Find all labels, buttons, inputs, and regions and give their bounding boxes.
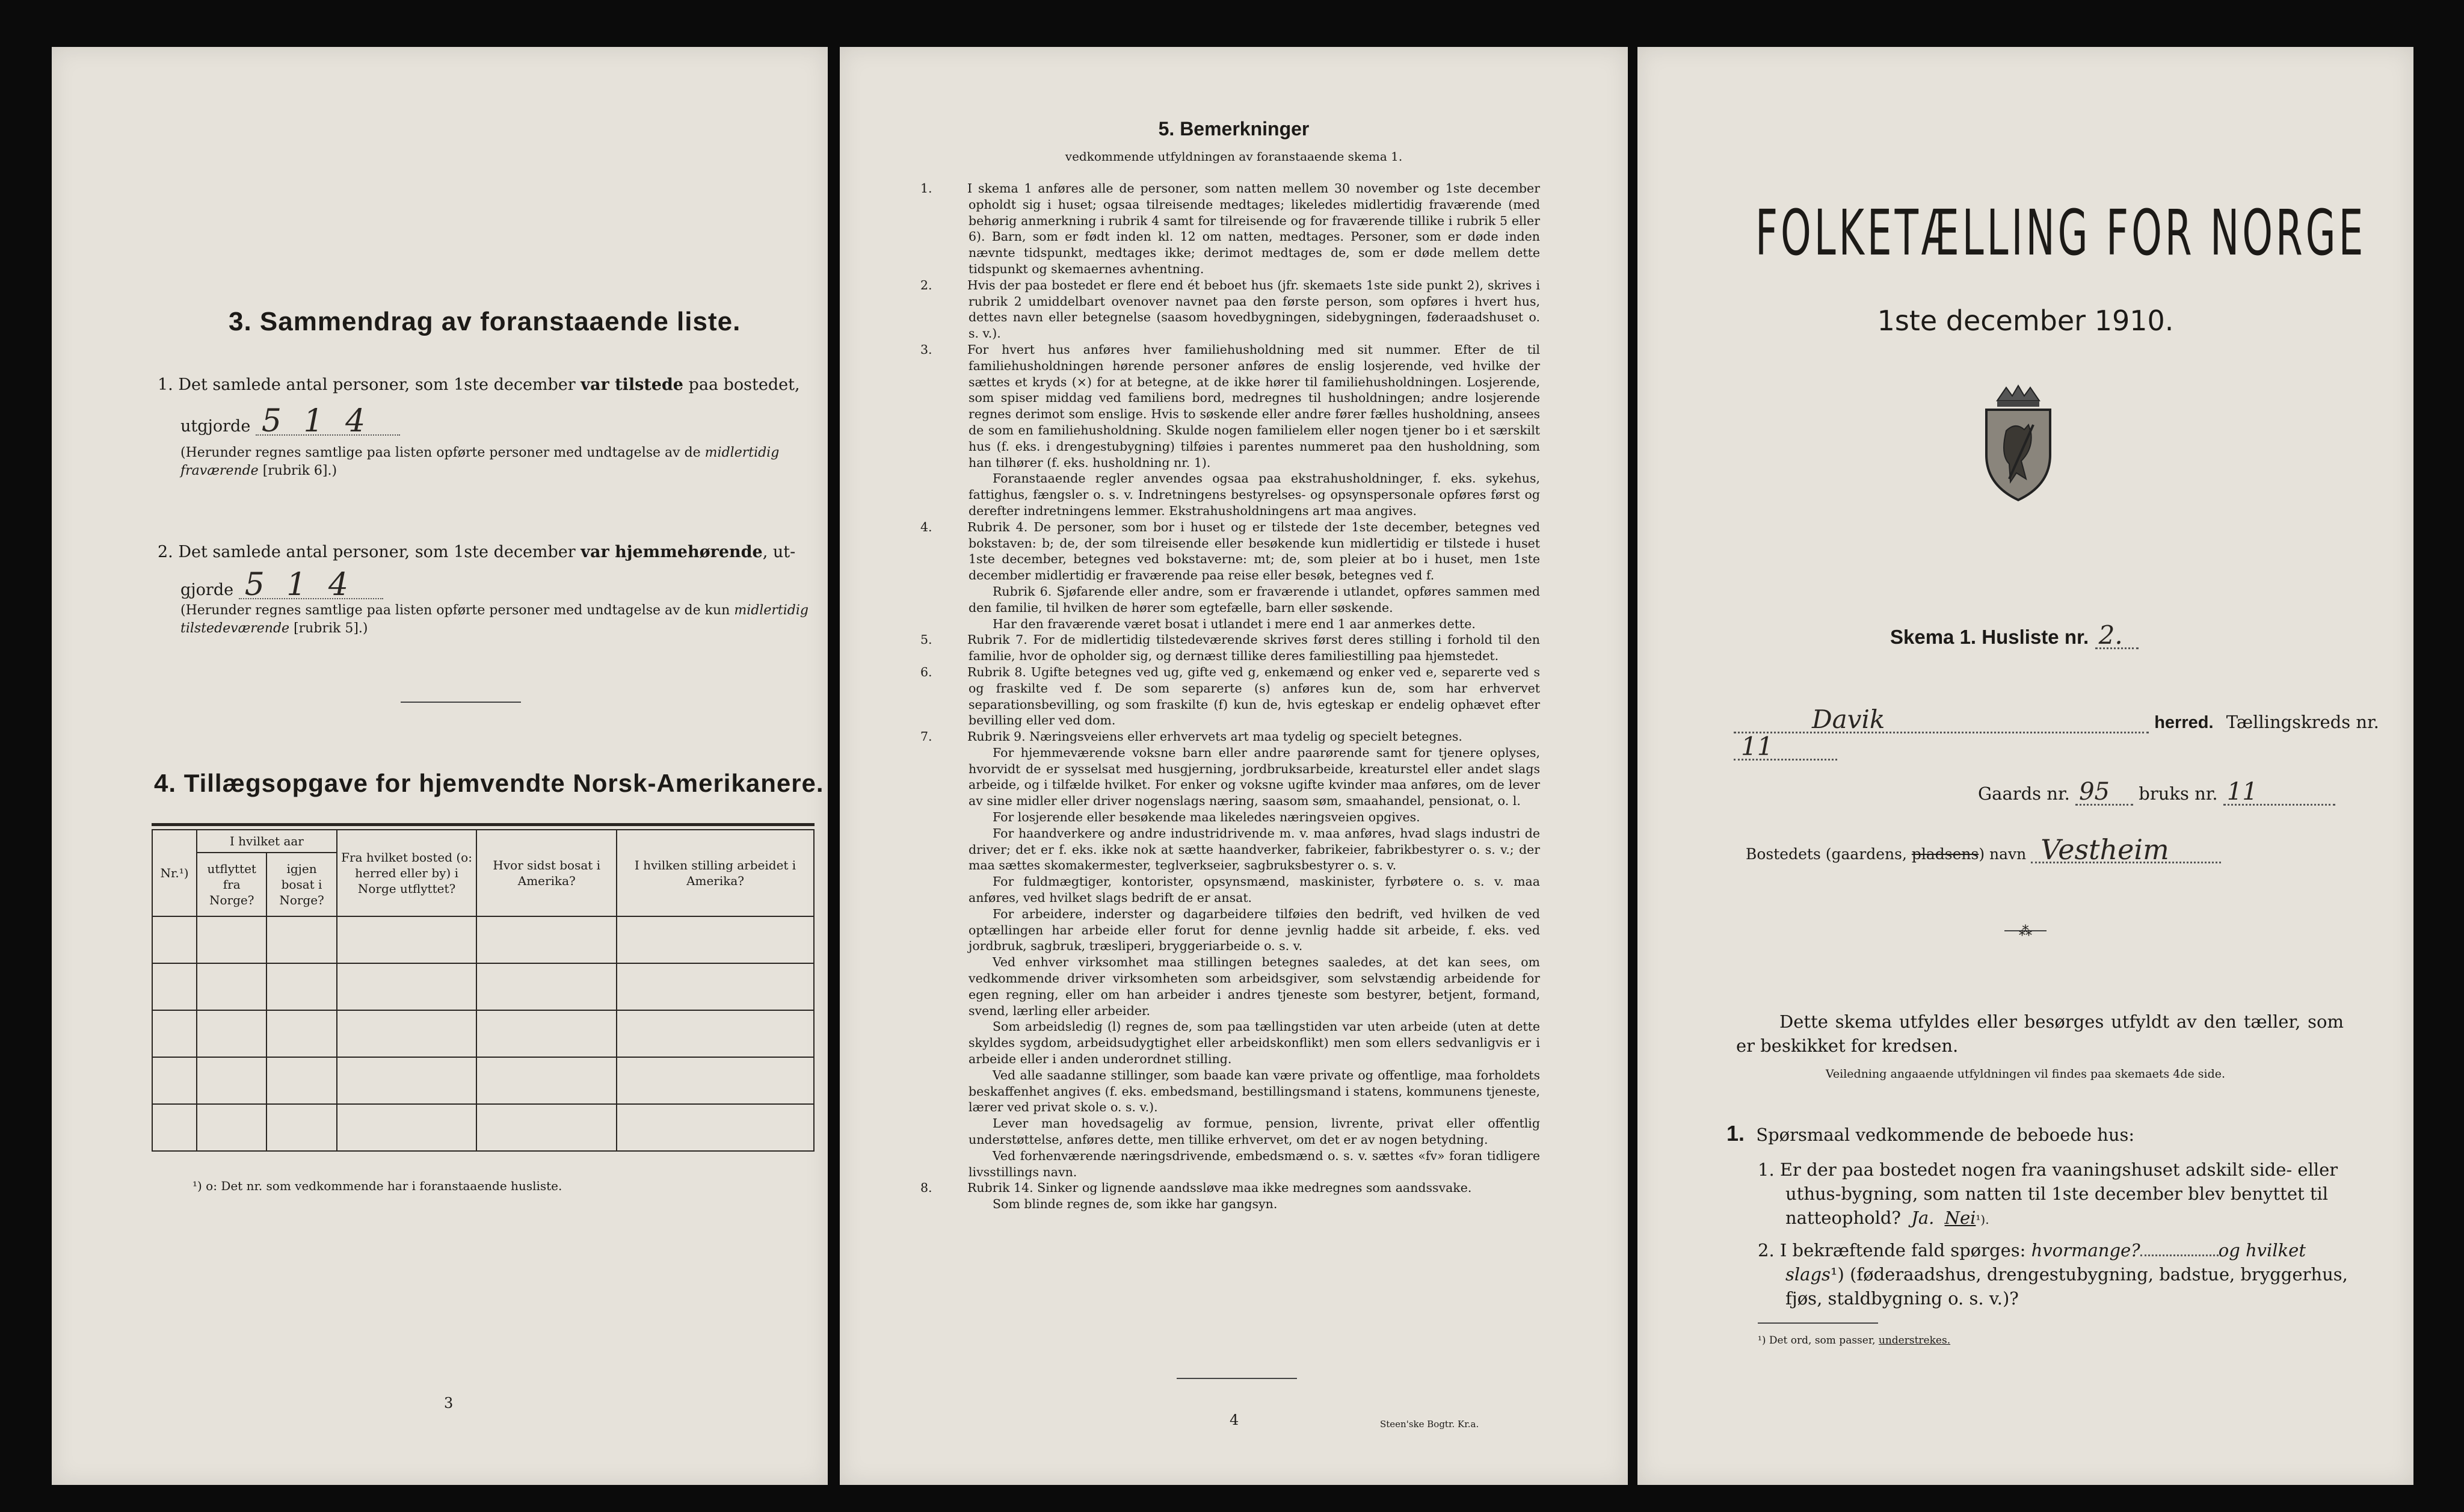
remark-item <box>944 745 1540 809</box>
remarks-list <box>920 181 1540 1212</box>
remark-item <box>944 825 1540 874</box>
col-utflyttet: utflyttet fra Norge? <box>197 853 266 916</box>
item2-gjorde: gjorde 5 1 4 <box>180 572 383 603</box>
printer-imprint: Steen'ske Bogtr. Kr.a. <box>1380 1419 1479 1430</box>
section3-title: 3. Sammendrag av foranstaaende liste. <box>229 307 741 336</box>
remark-text: For haandverkere og andre industridrivende m. v. maa anføres, hvad slags industri de driver; det er f. eks. ikke nok at sætte haandverker, fabrikeier, fabrikbestyrer o. s. v.; der maa sættes skomakermester, teglverkseier, sagbruksbestyrer o. s. v. <box>969 825 1540 873</box>
item1-value: 5 1 4 <box>256 408 400 436</box>
item1-text: 1. Det samlede antal personer, som 1ste december var tilstede paa bostedet, <box>158 375 800 394</box>
table-row <box>152 1104 814 1151</box>
remark-item <box>944 809 1540 825</box>
bruks-value: 11 <box>2223 780 2335 806</box>
remark-item <box>920 277 1540 342</box>
item2-text: 2. Det samlede antal personer, som 1ste december var hjemmehørende, ut- <box>158 543 796 561</box>
herred-value: Davik <box>1734 708 2149 733</box>
remark-number: 3. <box>920 342 932 357</box>
remark-item <box>944 584 1540 616</box>
page-number-left: 3 <box>444 1395 454 1412</box>
divider <box>1177 1378 1297 1379</box>
remark-item <box>944 1067 1540 1115</box>
col-stilling: I hvilken stilling arbeidet i Amerika? <box>617 830 814 916</box>
remark-item <box>944 1148 1540 1180</box>
remark-item <box>944 1019 1540 1067</box>
remark-text: For hjemmeværende voksne barn eller andre paarørende samt for tjenere oplyses, hvorvidt de er sysselsat med husgjerning, jordbruksarbeide, kreaturstel eller andet slags arbeide, og i tilfælde hvilket. For enker og voksne ugifte kvinder maa anføres, om de lever av sine midler eller driver nogenslags næring, saasom søm, smaahandel, pensionat, o. l. <box>969 745 1540 809</box>
answer-nei: Nei <box>1944 1208 1976 1228</box>
questions-heading: 1. Spørsmaal vedkommende de beboede hus: <box>1726 1121 2135 1146</box>
item1-utgjorde: utgjorde 5 1 4 <box>180 408 400 440</box>
table-row <box>152 963 814 1010</box>
remark-item <box>920 664 1540 729</box>
intro-text: Dette skema utfyldes eller besørges utfyldt av den tæller, som er beskikket for kredsen. <box>1736 1011 2344 1056</box>
right-footnote: ¹) Det ord, som passer, understrekes. <box>1758 1335 1951 1347</box>
page-middle <box>840 47 1628 1485</box>
table-top-rule <box>152 823 815 826</box>
remark-text: Foranstaaende regler anvendes ogsaa paa ekstrahusholdninger, f. eks. sykehus, fattighus, fængsler o. s. v. Indretningens bestyrelses- og opsynspersonale opføres først og derefter indretningens lemmer. Ekstrahusholdningens art maa angives. <box>969 471 1540 518</box>
remark-text: Ved alle saadanne stillinger, som baade kan være private og offentlige, maa forholdets beskaffenhet angives (f. eks. embedsmand, bestillingsmand i statens, kommunens tjeneste, lærer ved privat skole o. s. v.). <box>969 1067 1540 1115</box>
col-group-aar: I hvilket aar <box>197 830 337 853</box>
remark-text: For fuldmægtiger, kontorister, opsynsmænd, maskinister, fyrbøtere o. s. v. maa anføres, ved hvilket slags bedrift de er ansat. <box>969 874 1540 906</box>
remark-number: 7. <box>920 729 932 744</box>
remark-text: Ved enhver virksomhet maa stillingen betegnes saaledes, at det kan sees, om vedkommende driver virksomheten som arbeidsgiver, som selvstændig arbeidende for egen regning, eller om han arbeider i andres tjeneste som bestyrer, betjent, formand, svend, lærling eller arbeider. <box>969 955 1540 1018</box>
skema-line: Skema 1. Husliste nr. 2. <box>1890 623 2139 649</box>
remark-number: 8. <box>920 1180 932 1196</box>
item1-note: (Herunder regnes samtlige paa listen opførte personer med undtagelse av de midlertidig fraværende [rubrik 6].) <box>180 445 780 478</box>
remark-item <box>944 874 1540 906</box>
page-left <box>52 47 828 1485</box>
page-right <box>1637 47 2413 1485</box>
item2-note: (Herunder regnes samtlige paa listen opførte personer med undtagelse av de kun midlertidig tilstedeværende [rubrik 5].) <box>180 603 808 636</box>
remark-text: Har den fraværende været bosat i utlandet i mere end 1 aar anmerkes dette. <box>993 616 1476 631</box>
remark-item <box>944 906 1540 954</box>
remark-item <box>944 1115 1540 1148</box>
remark-number: 5. <box>920 632 932 647</box>
coat-of-arms-icon <box>1973 383 2063 503</box>
remark-text: For losjerende eller besøkende maa likeledes næringsveien opgives. <box>993 810 1420 825</box>
remark-number: 6. <box>920 664 932 679</box>
ornament-icon: ⁂ <box>2004 930 2047 933</box>
col-hvor: Hvor sidst bosat i Amerika? <box>476 830 617 916</box>
divider <box>1758 1322 1878 1324</box>
remark-text: Hvis der paa bostedet er flere end ét beboet hus (jfr. skemaets 1ste side punkt 2), skrives i rubrik 2 umiddelbart ovenover navnet paa den første person, som opføres i hvert hus, dettes navn eller betegnelse (saasom hovedbygningen, sidebygningen, føderaadshuset o. s. v.). <box>967 277 1540 341</box>
remark-item <box>944 471 1540 519</box>
remark-item <box>920 519 1540 584</box>
table-footnote: ¹) o: Det nr. som vedkommende har i foranstaaende husliste. <box>192 1179 562 1193</box>
col-nr: Nr.¹) <box>152 830 197 916</box>
divider <box>401 702 521 703</box>
remark-text: Rubrik 6. Sjøfarende eller andre, som er fraværende i utlandet, opføres sammen med den familie, til hvilken de hører som egtefælle, barn eller søskende. <box>969 584 1540 615</box>
remark-number: 2. <box>920 277 932 292</box>
col-fra: Fra hvilket bosted (o: herred eller by) i Norge utflyttet? <box>337 830 477 916</box>
remark-item <box>920 342 1540 471</box>
remark-item <box>920 181 1540 277</box>
remark-text: Rubrik 14. Sinker og lignende aandssløve maa ikke medregnes som aandssvake. <box>967 1180 1472 1196</box>
gaards-line: Gaards nr. 95 bruks nr. 11 <box>1978 780 2335 806</box>
remarks-subtitle: vedkommende utfyldningen av foranstaaende skema 1. <box>1065 149 1403 164</box>
remark-text: Som blinde regnes de, som ikke har gangsyn. <box>993 1197 1278 1212</box>
remark-item <box>944 954 1540 1019</box>
date-line: 1ste december 1910. <box>1877 304 2174 337</box>
remark-text: Rubrik 7. For de midlertidig tilstedeværende skrives først deres stilling i forhold til den familie, hvor de opholder sig, og dernæst tillike deres familiestilling paa hjemstedet. <box>967 632 1540 664</box>
remark-text: Som arbeidsledig (l) regnes de, som paa tællingstiden var uten arbeide (uten at dette skyldes sygdom, arbeidsudygtighet eller arbeidskonflikt) men som ellers sedvanligvis er i arbeide eller i anden underordnet stilling. <box>969 1019 1540 1067</box>
page-number-middle: 4 <box>1230 1412 1239 1428</box>
item2-value: 5 1 4 <box>239 572 383 599</box>
table-row <box>152 1057 814 1104</box>
section4-title: 4. Tillægsopgave for hjemvendte Norsk-Amerikanere. <box>154 769 824 797</box>
question-1: 1. Er der paa bostedet nogen fra vaaningshuset adskilt side- eller uthus-bygning, som natten til 1ste december blev benyttet til natteophold? Ja. Nei¹). <box>1758 1159 2338 1228</box>
remark-number: 1. <box>920 181 932 196</box>
bosted-line: Bostedets (gaardens, pladsens) navn Vestheim <box>1746 838 2221 866</box>
norsk-amerikanere-table <box>152 829 815 1152</box>
remark-text: Rubrik 8. Ugifte betegnes ved ug, gifte ved g, enkemænd og enker ved e, separerte ved s og fraskilte ved f. De som separerte (s) anføres kun de, som har erhvervet separationsbevilling, og som fraskilte (f) kun de, hvis egteskap er endelig ophævet efter bevilling eller ved dom. <box>967 664 1540 728</box>
remark-item <box>920 632 1540 664</box>
remark-item <box>920 729 1540 745</box>
question-2: 2. I bekræftende fald spørges: hvormange? og hvilket slags¹) (føderaadshus, drengestubygning, badstue, bryggerhus, fjøs, staldbygning o. s. v.)? <box>1758 1240 2348 1309</box>
remarks-title: 5. Bemerkninger <box>1158 118 1310 140</box>
remark-number: 4. <box>920 519 932 534</box>
remark-text: Ved forhenværende næringsdrivende, embedsmænd o. s. v. sættes «fv» foran tidligere livsstillings navn. <box>969 1148 1540 1179</box>
table-row <box>152 1010 814 1057</box>
remark-text: For hvert hus anføres hver familiehusholdning med sit nummer. Efter de til familiehusholdningen hørende personer anføres de enslig losjerende, ved hvilke der sættes et kryds (×) for at betegne, at de ikke hører til familiehusholdningen. Losjerende, som spiser middag ved familiens bord, medregnes til husholdningen; andre losjerende regnes derimot som enslige. Hvis to søskende eller andre fører fælles husholdning, ansees de som en familiehusholdning. Skulde nogen familielem eller nogen tjener bo i et særskilt hus (f. eks. i drengestubygning) tilføies i parentes nummeret paa den husholdning, som han tilhører (f. eks. husholdning nr. 1). <box>967 342 1540 470</box>
remark-text: For arbeidere, inderster og dagarbeidere tilføies den bedrift, ved hvilken de ved optællingen har arbeide eller forut for denne jevnlig hadde sit arbeide, f. eks. ved jordbruk, sagbruk, træsliperi, bryggeriarbeide o. s. v. <box>969 906 1540 954</box>
remark-text: I skema 1 anføres alle de personer, som natten mellem 30 november og 1ste december opholdt sig i huset; ogsaa tilreisende medtages; likeledes midlertidig fraværende (med behørig anmerkning i rubrik 4 samt for tilreisende og for fraværende tillike i rubrik 5 eller 6). Barn, som er født inden kl. 12 om natten, medtages. Personer, som er døde inden nævnte tidspunkt, medtages ikke; derimot medtages de, som er døde mellem dette tidspunkt og skemaernes avhentning. <box>967 181 1540 276</box>
col-igjen: igjen bosat i Norge? <box>266 853 336 916</box>
veiledning-text: Veiledning angaaende utfyldningen vil findes paa skemaets 4de side. <box>1825 1067 2226 1081</box>
remark-text: Rubrik 4. De personer, som bor i huset og er tilstede der 1ste december, betegnes ved bokstaven: b; de, der som tilreisende eller besøkende kun midlertidig er tilstede i huset 1ste december, betegnes ved bokstaverne: mt; de, som pleier at bo i huset, men 1ste december midlertidig er fraværende paa reise eller besøk, betegnes ved f. <box>967 519 1540 583</box>
remark-text: Rubrik 9. Næringsveiens eller erhvervets art maa tydelig og specielt betegnes. <box>967 729 1462 744</box>
kreds-value: 11 <box>1734 735 1837 761</box>
main-title: FOLKETÆLLING FOR NORGE <box>1755 196 2367 270</box>
remark-text: Lever man hovedsagelig av formue, pension, livrente, privat eller offentlig understøttelse, anføres dette, men tillike erhvervet, om det er av nogen betydning. <box>969 1116 1540 1147</box>
remark-item <box>920 1180 1540 1196</box>
remark-item <box>944 616 1540 632</box>
husliste-nr-value: 2. <box>2095 623 2139 649</box>
herred-line: Davik herred. Tællingskreds nr. 11 <box>1734 708 2413 761</box>
bosted-value: Vestheim <box>2031 838 2221 863</box>
table-row <box>152 916 814 963</box>
gaards-value: 95 <box>2075 780 2133 806</box>
remark-item <box>944 1196 1540 1212</box>
